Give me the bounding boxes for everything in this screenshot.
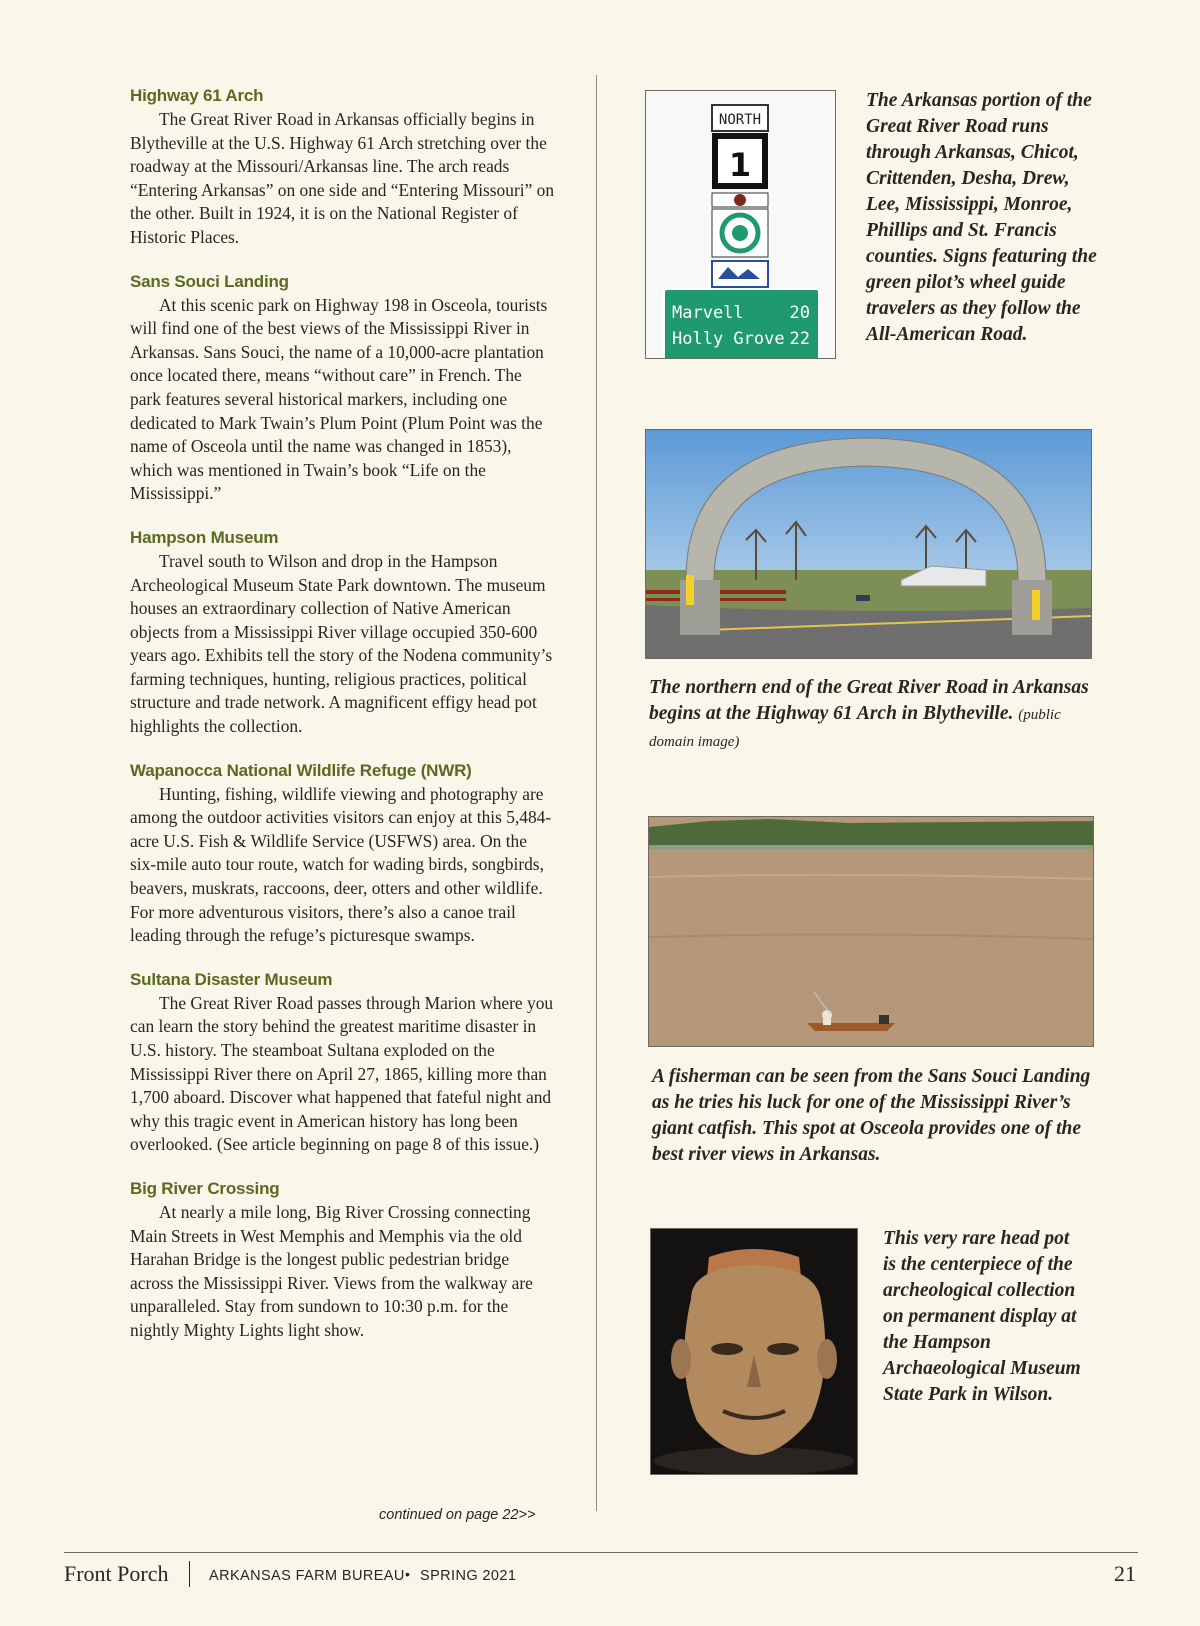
footer-separator — [189, 1561, 190, 1587]
sign-north-text: NORTH — [718, 112, 762, 128]
section-body: At this scenic park on Highway 198 in Osceola, tourists will find one of the best views of the Mississippi River in Arkansas. Sans Souci, the name of a 10,000-acre plantation once located there, means “without care” in French. The park features several historical markers, including one dedicated to Mark Twain’s Plum Point (Plum Point was the name of Osceola until the name was changed in 1853), which was mentioned in Twain’s book “Life on the Mississippi.” — [130, 294, 548, 504]
left-column — [130, 86, 556, 1365]
section-sans-souci-landing — [130, 272, 556, 506]
section-body: Hunting, fishing, wildlife viewing and photography are among the outdoor activities visitors can enjoy at this 5,484-acre U.S. Fish & Wildlife Service (USFWS) area. On the six-mile auto tour route, watch for wading birds, songbirds, beavers, muskrats, raccoons, deer, otters and other wildlife. For more adventurous visitors, there’s also a canoe trail leading through the refuge’s picturesque swamps. — [130, 783, 552, 946]
highway-61-arch-photo — [645, 429, 1092, 659]
section-highway-61-arch — [130, 86, 556, 250]
head-pot-photo — [650, 1228, 858, 1475]
section-body: At nearly a mile long, Big River Crossing connecting Main Streets in West Memphis and Memphis via the old Harahan Bridge is the longest public pedestrian bridge across the Mississippi River. Views from the walkway are unparalleled. Stay from sundown to 10:30 p.m. for the nightly Mighty Lights light show. — [130, 1201, 533, 1340]
section-big-river-crossing — [130, 1179, 556, 1343]
sign-destination-1: Marvell — [672, 303, 744, 323]
section-title: Sultana Disaster Museum — [130, 969, 333, 989]
section-body: The Great River Road in Arkansas officially begins in Blytheville at the U.S. Highway 61 Arch stretching over the roadway at the Missouri/Arkansas line. The arch reads “Entering Arkansas” on one side and “Entering Missouri” on the other. Built in 1924, it is on the National Register of Historic Places. — [130, 109, 555, 247]
sign-destination-2: Holly Grove — [672, 329, 785, 349]
section-title: Hampson Museum — [130, 527, 279, 547]
head-pot-illustration — [651, 1229, 857, 1474]
section-hampson-museum — [130, 528, 556, 739]
footer-rule — [64, 1552, 1138, 1553]
publisher-name: ARKANSAS FARM BUREAU — [209, 1568, 405, 1584]
section-title: Highway 61 Arch — [130, 86, 264, 105]
river-caption: A fisherman can be seen from the Sans Souci Landing as he tries his luck for one of the Mississippi River’s giant catfish. This spot at Osceola provides one of the best river views in Arkansas. — [652, 1066, 1091, 1165]
arch-caption-text: The northern end of the Great River Road in Arkansas begins at the Highway 61 Arch in Blytheville. — [649, 677, 1089, 724]
issue-label: SPRING 2021 — [420, 1568, 517, 1584]
sign-distance-2: 22 — [789, 329, 810, 349]
column-divider — [596, 75, 597, 1511]
route-sign-caption: The Arkansas portion of the Great River Road runs through Arkansas, Chicot, Crittenden, Desha, Drew, Lee, Mississippi, Monroe, Phillips and St. Francis counties. Signs featuring the green pilot’s wheel guide travelers as they follow the All-American Road. — [866, 90, 1097, 345]
river-fisherman-photo — [648, 816, 1094, 1047]
image-credit: (public domain image) — [649, 707, 1061, 750]
section-title: Sans Souci Landing — [130, 271, 289, 291]
section-body: The Great River Road passes through Marion where you can learn the story behind the greatest maritime disaster in U.S. history. The steamboat Sultana exploded on the Mississippi River there on April 27, 1865, killing more than 1,700 aboard. Discover what happened that fateful night and why this tragic event in American history has long been overlooked. (See article beginning on page 8 of this issue.) — [130, 992, 554, 1155]
sign-distance-1: 20 — [789, 303, 810, 323]
route-sign-photo — [645, 90, 836, 359]
section-title: Big River Crossing — [130, 1178, 280, 1198]
page-number: 21 — [1114, 1561, 1136, 1586]
section-title: Wapanocca National Wildlife Refuge (NWR) — [130, 760, 472, 780]
section-body: Travel south to Wilson and drop in the Hampson Archeological Museum State Park downtown. The museum houses an extraordinary collection of Native American objects from a Mississippi River village occupied 350-600 years ago. Exhibits tell the story of the Nodena community’s farming techniques, hunting, religious practices, political structure and trade network. A magnificent effigy head pot highlights the collection. — [130, 550, 553, 737]
head-pot-caption: This very rare head pot is the centerpiece of the archeological collection on permanent display at the Hampson Archaeological Museum State Park in Wilson. — [883, 1228, 1081, 1405]
arch-illustration — [646, 430, 1091, 658]
arch-caption — [649, 675, 1089, 755]
magazine-brand: Front Porch — [64, 1561, 169, 1586]
sign-route-number: 1 — [728, 146, 752, 184]
continued-note[interactable]: continued on page 22>> — [379, 1507, 536, 1523]
section-sultana-disaster-museum — [130, 970, 556, 1157]
section-wapanocca-nwr — [130, 761, 556, 948]
river-illustration — [649, 817, 1093, 1046]
route-sign-illustration — [646, 91, 835, 358]
bullet-separator: • — [405, 1566, 410, 1582]
